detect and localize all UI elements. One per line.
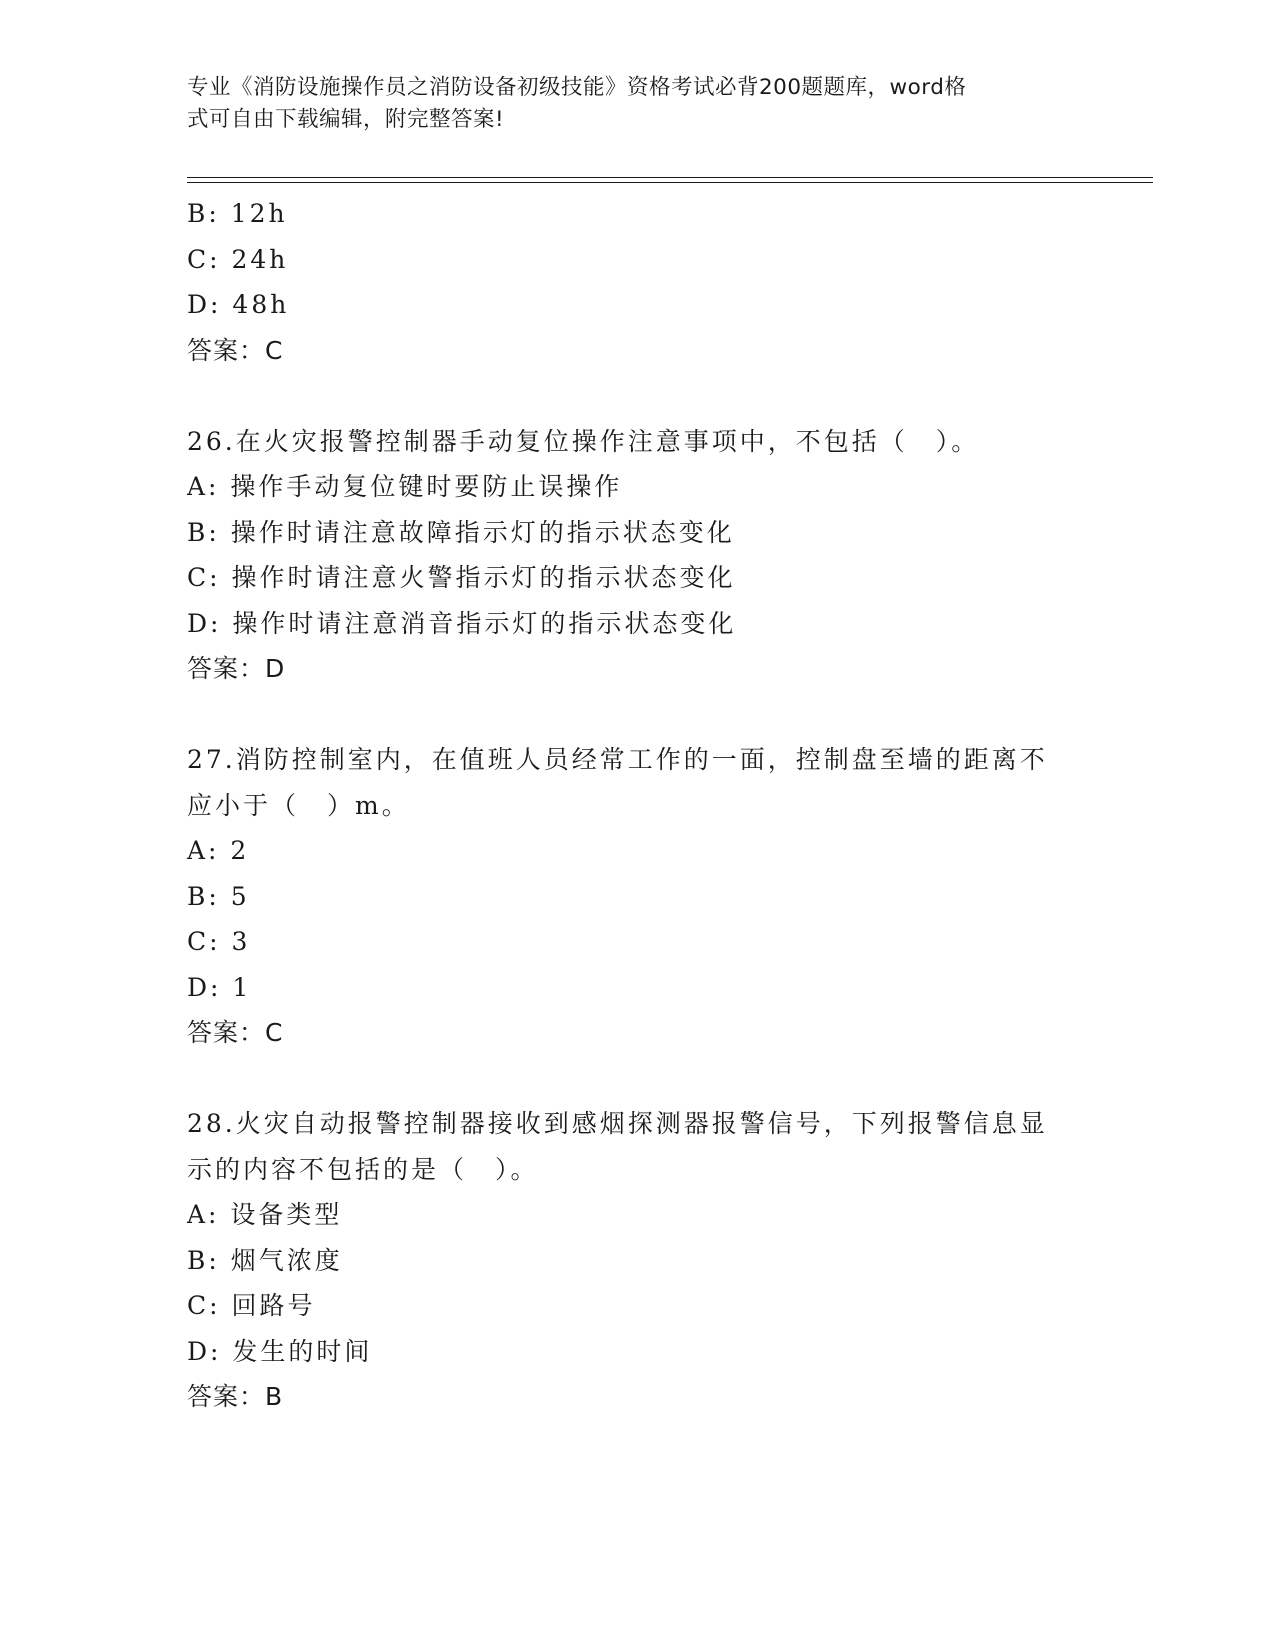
- header-title-line-2: 式可自由下载编辑，附完整答案!: [187, 107, 505, 132]
- answer-label: 答案：B: [187, 1382, 284, 1411]
- option-a: A: 2: [187, 836, 250, 865]
- option-b: B: 12h: [187, 199, 288, 228]
- answer-label: 答案：D: [187, 654, 286, 683]
- option-b: B: 操作时请注意故障指示灯的指示状态变化: [187, 517, 735, 547]
- header-divider-top: [187, 177, 1153, 178]
- option-c: C: 24h: [187, 244, 289, 274]
- answer-label: 答案：C: [187, 335, 284, 365]
- option-c: C: 3: [187, 927, 251, 956]
- question-stem-line-1: 27.消防控制室内，在值班人员经常工作的一面，控制盘至墙的距离不: [187, 745, 1048, 774]
- option-d: D: 48h: [187, 290, 290, 319]
- question-stem-line-1: 28.火灾自动报警控制器接收到感烟探测器报警信号，下列报警信息显: [187, 1109, 1048, 1138]
- option-a: A: 操作手动复位键时要防止误操作: [187, 472, 623, 501]
- question-block-26: [187, 419, 1087, 692]
- question-block-prev: [187, 191, 1087, 373]
- option-b: B: 烟气浓度: [187, 1245, 343, 1275]
- option-c: C: 操作时请注意火警指示灯的指示状态变化: [187, 563, 736, 592]
- question-block-28: [187, 1101, 1087, 1420]
- header-divider-bottom: [187, 182, 1153, 183]
- question-stem-line-2: 示的内容不包括的是（ ）。: [187, 1154, 539, 1184]
- question-spacer: [187, 1056, 1087, 1102]
- document-header: [187, 72, 1067, 136]
- option-a: A: 设备类型: [187, 1200, 343, 1229]
- question-stem-line-2: 应小于（ ）m。: [187, 790, 410, 820]
- question-block-27: [187, 737, 1087, 1056]
- option-b: B: 5: [187, 881, 250, 911]
- question-list: [187, 191, 1087, 1420]
- option-d: D: 发生的时间: [187, 1336, 373, 1366]
- answer-label: 答案：C: [187, 1018, 284, 1047]
- option-c: C: 回路号: [187, 1291, 316, 1320]
- question-spacer: [187, 373, 1087, 419]
- option-d: D: 1: [187, 972, 252, 1002]
- header-title-line-1: 专业《消防设施操作员之消防设备初级技能》资格考试必背200题题库，word格: [187, 75, 967, 100]
- question-spacer: [187, 692, 1087, 738]
- question-stem: 26.在火灾报警控制器手动复位操作注意事项中，不包括（ ）。: [187, 426, 980, 456]
- option-d: D: 操作时请注意消音指示灯的指示状态变化: [187, 608, 737, 638]
